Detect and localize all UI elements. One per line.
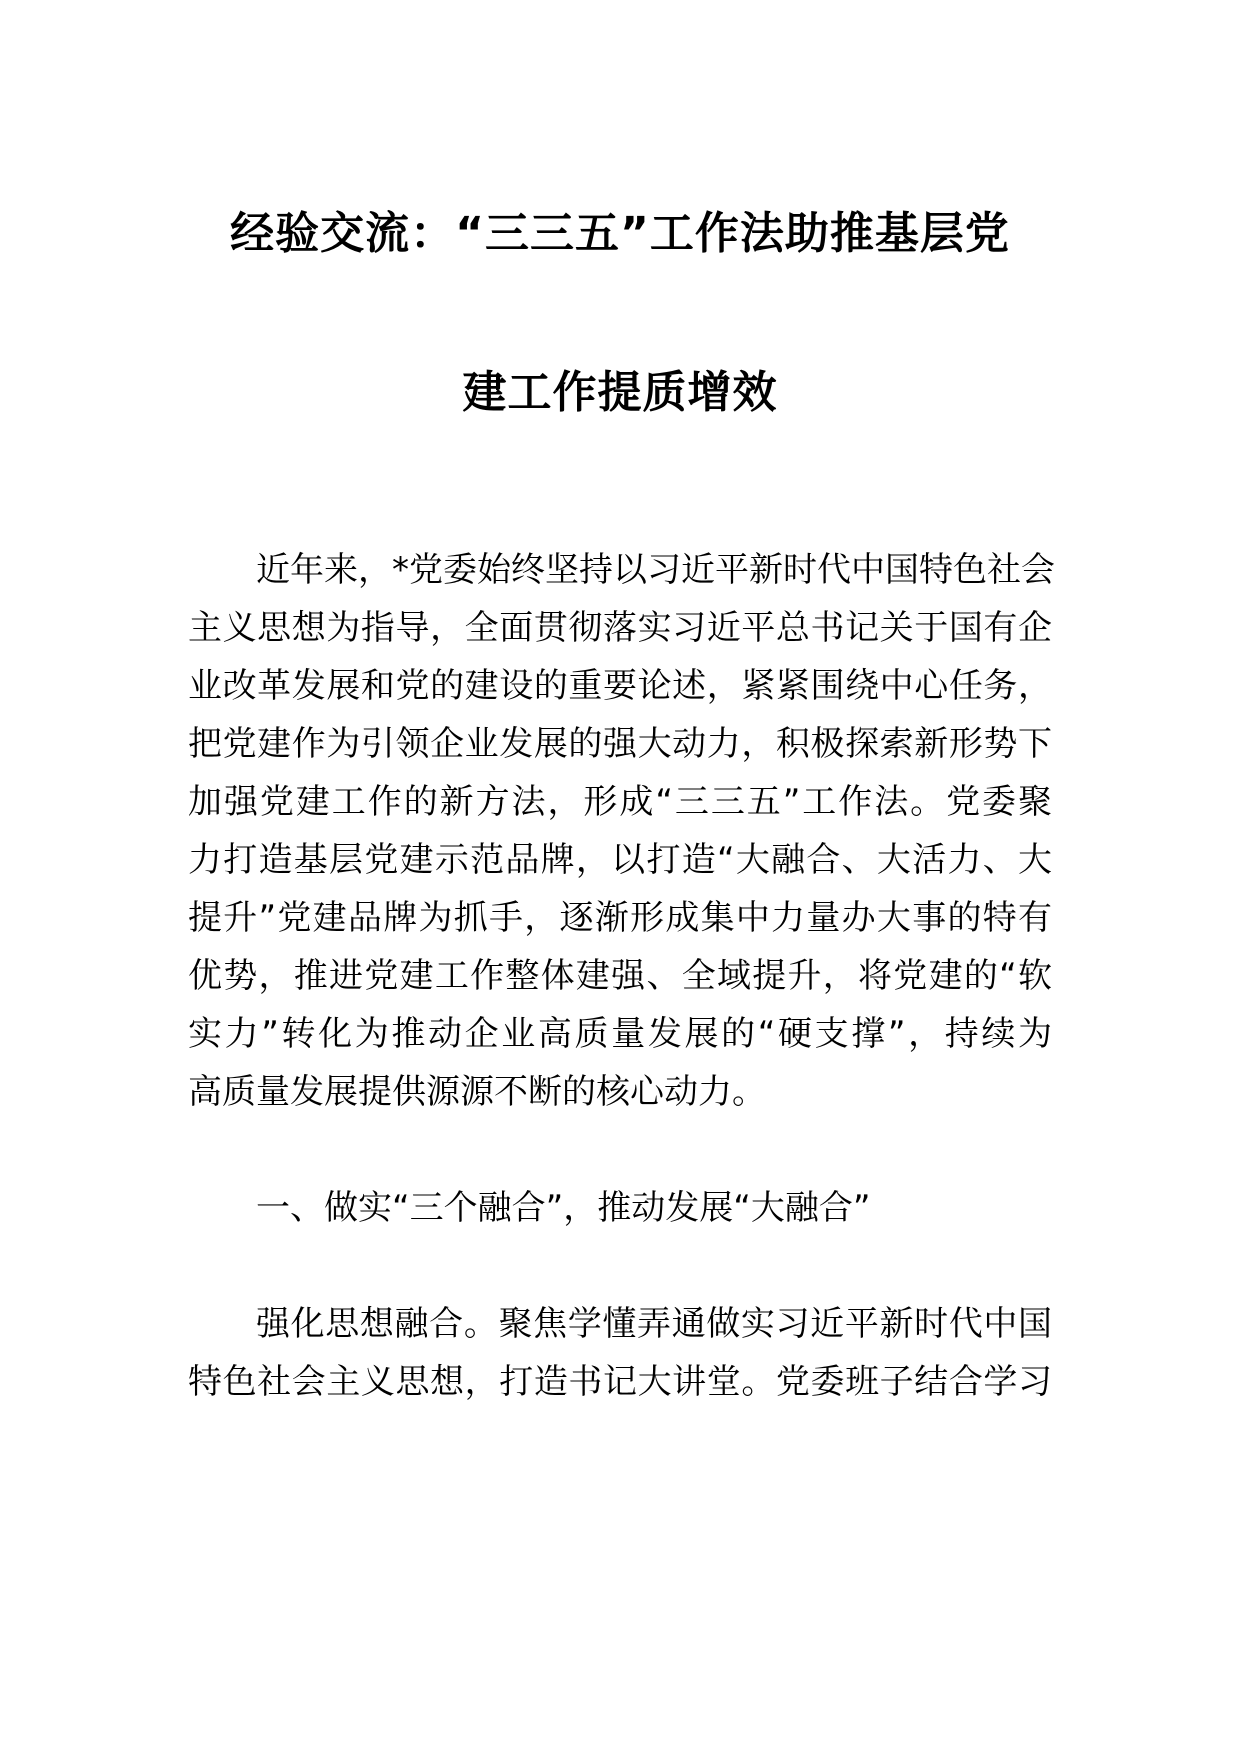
paragraph-line: 把党建作为引领企业发展的强大动力，积极探索新形势下	[188, 724, 1052, 764]
paragraph-line: 近年来，*党委始终坚持以习近平新时代中国特色社会	[256, 550, 1055, 590]
paragraph-line: 提升”党建品牌为抓手，逐渐形成集中力量办大事的特有	[188, 898, 1052, 938]
paragraph-line: 特色社会主义思想，打造书记大讲堂。党委班子结合学习	[188, 1362, 1052, 1402]
paragraph-line: 优势，推进党建工作整体建强、全域提升，将党建的“软	[188, 956, 1052, 996]
paragraph-line: 力打造基层党建示范品牌，以打造“大融合、大活力、大	[188, 840, 1052, 880]
section-heading-1: 一、做实“三个融合”，推动发展“大融合”	[256, 1188, 871, 1228]
paragraph-line: 实力”转化为推动企业高质量发展的“硬支撑”，持续为	[188, 1014, 1052, 1054]
paragraph-line: 主义思想为指导，全面贯彻落实习近平总书记关于国有企	[188, 608, 1052, 648]
paragraph-line: 加强党建工作的新方法，形成“三三五”工作法。党委聚	[188, 782, 1052, 822]
document-title-line-2: 建工作提质增效	[462, 367, 778, 418]
document-title-line-1: 经验交流：“三三五”工作法助推基层党	[230, 208, 1010, 259]
paragraph-line: 强化思想融合。聚焦学懂弄通做实习近平新时代中国	[256, 1304, 1052, 1344]
paragraph-line: 高质量发展提供源源不断的核心动力。	[188, 1072, 766, 1112]
paragraph-line: 业改革发展和党的建设的重要论述，紧紧围绕中心任务，	[188, 666, 1052, 706]
